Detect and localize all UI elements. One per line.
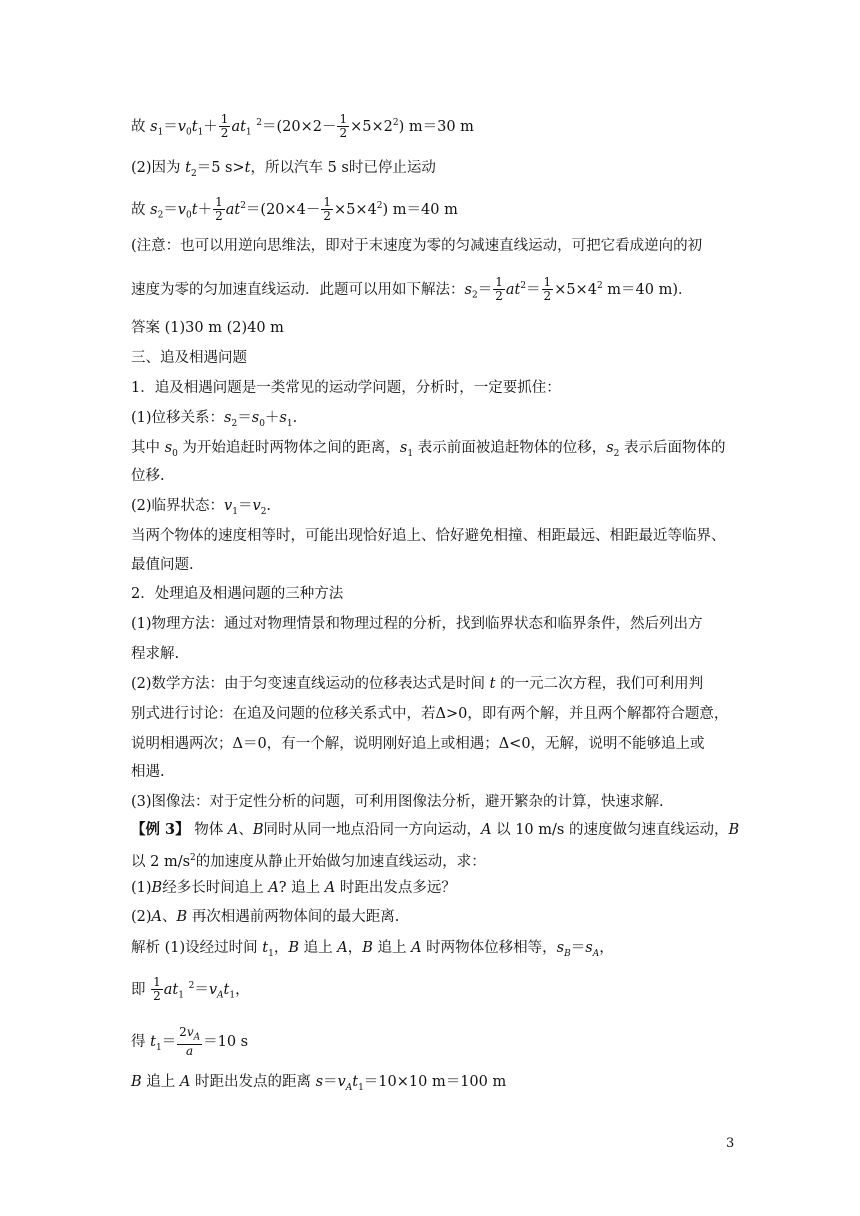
text-line: 答案 (1)30 m (2)40 m [131,320,284,336]
text-line: 2．处理追及相遇问题的三种方法 [131,586,344,602]
text-line: 最值问题. [131,557,194,573]
text-line: 别式进行讨论：在追及问题的位移关系式中，若Δ>0，即有两个解，并且两个解都符合题意， [131,706,729,722]
text-line: 解析 (1)设经过时间 $t_1$，B 追上 A，B 追上 A 时两物体位移相等，$s_B=s_A$， [131,940,614,959]
text-line: 位移. [131,468,165,484]
text-line: (2)数学方法：由于匀变速直线运动的位移表达式是时间 t 的一元二次方程，我们可利用判 [131,676,704,692]
text-line: 程求解. [131,646,180,662]
text-line: 即 $\frac{1}{2}$ $at_1$ $^2=v_At_1$， [131,975,250,1004]
text-line: B 追上 A 时距出发点的距离 $s=v_At_1=10\times 10$ m＝100 m [131,1074,507,1093]
page-number: 3 [726,1136,735,1151]
text-line: 当两个物体的速度相等时，可能出现恰好追上、恰好避免相撞、相距最远、相距最近等临界、 [131,528,726,544]
text-line: (3)图像法：对于定性分析的问题，可利用图像法分析，避开繁杂的计算，快速求解. [131,794,664,810]
text-line: 1．追及相遇问题是一类常见的运动学问题，分析时，一定要抓住： [131,380,561,396]
example-heading: 【例 3】 物体 A、B同时从同一地点沿同一方向运动，A 以 10 m/s 的速度做匀速直线运动，B [131,821,740,838]
section-heading: 三、追及相遇问题 [131,350,247,366]
text-line: 速度为零的匀加速直线运动．此题可以用如下解法：$s_2=$ $\frac{1}{2}$ $at^2=$ $\frac{1}{2}$ $\times 5\times 4^2$ m＝40 m)． [131,275,693,304]
text-line: 其中 $s_0$ 为开始追赶时两物体之间的距离，$s_1$ 表示前面被追赶物体的位移，$s_2$ 表示后面物体的 [131,440,726,459]
text-line: (2)因为 $t_2=5$ s>t，所以汽车 5 s时已停止运动 [131,160,436,179]
text-line: 故 $s_2=v_0t+$ $\frac{1}{2}$ $at^2=(20\times 4-$ $\frac{1}{2}$ $\times 5\times 4^2$) m＝40 m [131,195,458,224]
text-line: 说明相遇两次；Δ＝0，有一个解，说明刚好追上或相遇；Δ<0，无解，说明不能够追上或 [131,736,705,752]
text-line: (2)临界状态：$v_1=v_2$. [131,498,272,517]
text-line: 故 $s_1=v_0t_1+$ $\frac{1}{2}$ $at_1$ $^2$＝(20×2－ $\frac{1}{2}$ $\times 5\times 2^2$) m＝30 m [131,112,474,141]
text-line: (2)A、B 再次相遇前两物体间的最大距离. [131,909,400,925]
text-line: (1)物理方法：通过对物理情景和物理过程的分析，找到临界状态和临界条件，然后列出方 [131,616,703,632]
text-line: 相遇. [131,764,165,780]
text-line: 以 2 $m/s^2$的加速度从静止开始做匀加速直线运动，求： [131,853,486,870]
text-line: (注意：也可以用逆向思维法，即对于末速度为零的匀减速直线运动，可把它看成逆向的初 [131,238,703,254]
text-line: (1)位移关系：$s_2=s_0+s_1$. [131,410,298,429]
text-line: (1)B经多长时间追上 A? 追上 A 时距出发点多远？ [131,880,456,896]
text-line: 得 $t_1=$ $\frac{2v_A}{a}$ ＝10 s [131,1025,249,1059]
